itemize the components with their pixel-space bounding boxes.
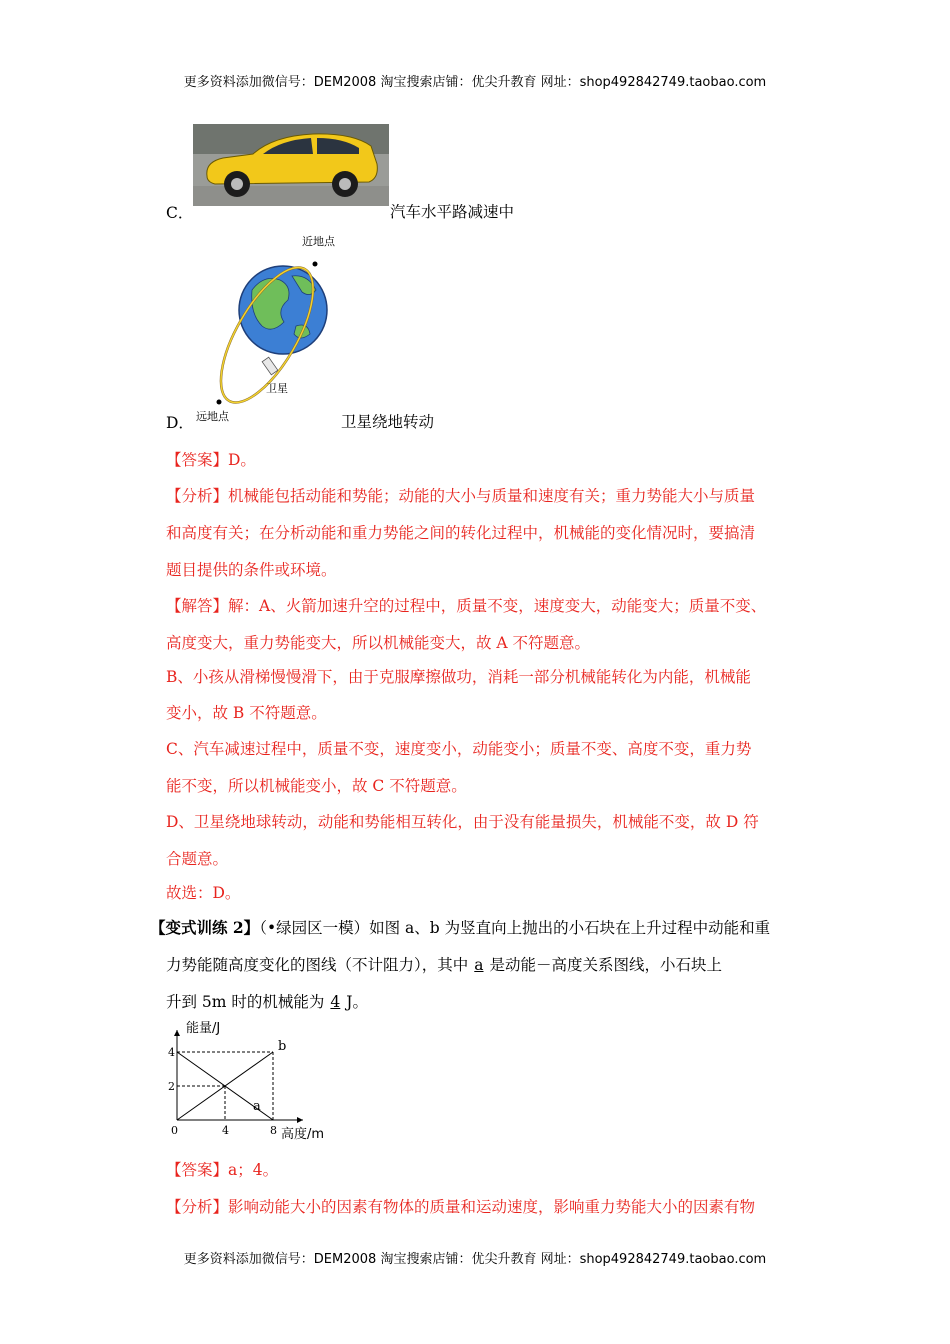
option-c-caption: 汽车水平路减速中 [390,203,515,221]
blank-answer-2: 4 [330,993,341,1011]
exercise-line-2 [166,953,722,975]
x-axis-label: 高度/m [281,1127,325,1142]
blank-answer-1: a [474,956,484,974]
y-axis-arrow [174,1030,180,1036]
solution-line-9: 故选：D。 [166,884,241,902]
answer-1: 【答案】D。 [166,451,256,469]
option-d-label: D． [166,414,194,432]
exercise-line-3 [166,990,368,1012]
exercise-text-1: （•绿园区一模）如图 a、b 为竖直向上抛出的小石块在上升过程中动能和重 [259,919,771,937]
solution-line-3: B、小孩从滑梯慢慢滑下，由于克服摩擦做功，消耗一部分机械能转化为内能，机械能 [166,668,751,686]
car-image [193,124,389,206]
satellite-orbit-diagram [192,230,342,425]
page-footer: 更多资料添加微信号：DEM2008 淘宝搜索店铺：优尖升教育 网址：shop492842749.taobao.com [183,1252,767,1267]
analysis-1-line-1: 【分析】机械能包括动能和势能；动能的大小与质量和速度有关；重力势能大小与质量 [166,487,756,505]
option-d-caption: 卫星绕地转动 [341,413,435,431]
analysis-1-line-3: 题目提供的条件或环境。 [166,561,337,579]
y-axis-label: 能量/J [186,1021,221,1036]
far-point-label: 远地点 [196,410,229,423]
x-tick-label: 0 [171,1124,178,1137]
answer-2: 【答案】a；4。 [166,1161,279,1179]
solution-line-5: C、汽车减速过程中，质量不变，速度变小，动能变小；质量不变、高度不变，重力势 [166,740,752,758]
solution-line-4: 变小，故 B 不符题意。 [166,704,327,722]
y-tick-label: 4 [168,1046,175,1059]
solution-line-1: 【解答】解：A、火箭加速升空的过程中，质量不变，速度变大，动能变大；质量不变、 [166,597,767,615]
solution-line-6: 能不变，所以机械能变小，故 C 不符题意。 [166,777,467,795]
exercise-text-3b: J。 [346,993,369,1011]
satellite-label: 卫星 [266,382,288,395]
page-header: 更多资料添加微信号：DEM2008 淘宝搜索店铺：优尖升教育 网址：shop492842749.taobao.com [183,75,767,90]
exercise-text-2b: 是动能－高度关系图线，小石块上 [489,956,723,974]
x-tick-label: 4 [222,1124,229,1137]
energy-height-chart [160,1018,340,1148]
analysis-2-line-1: 【分析】影响动能大小的因素有物体的质量和运动速度，影响重力势能大小的因素有物 [166,1198,756,1216]
x-axis-arrow [297,1117,303,1123]
option-c-label: C． [166,204,194,222]
exercise-line-1 [150,916,770,938]
solution-line-8: 合题意。 [166,850,229,868]
exercise-text-3a: 升到 5m 时的机械能为 [166,993,325,1011]
solution-line-7: D、卫星绕地球转动，动能和势能相互转化，由于没有能量损失，机械能不变，故 D 符 [166,813,759,831]
exercise-text-2a: 力势能随高度变化的图线（不计阻力），其中 [166,956,469,974]
x-tick-label: 8 [270,1124,277,1137]
solution-line-2: 高度变大，重力势能变大，所以机械能变大，故 A 不符题意。 [166,634,591,652]
near-point-label: 近地点 [302,235,335,248]
series-label-b: b [278,1039,287,1054]
analysis-1-line-2: 和高度有关；在分析动能和重力势能之间的转化过程中，机械能的变化情况时，要搞清 [166,524,756,542]
exercise-label: 【变式训练 2】 [150,918,260,937]
series-label-a: a [253,1099,261,1114]
y-tick-label: 2 [168,1080,175,1093]
